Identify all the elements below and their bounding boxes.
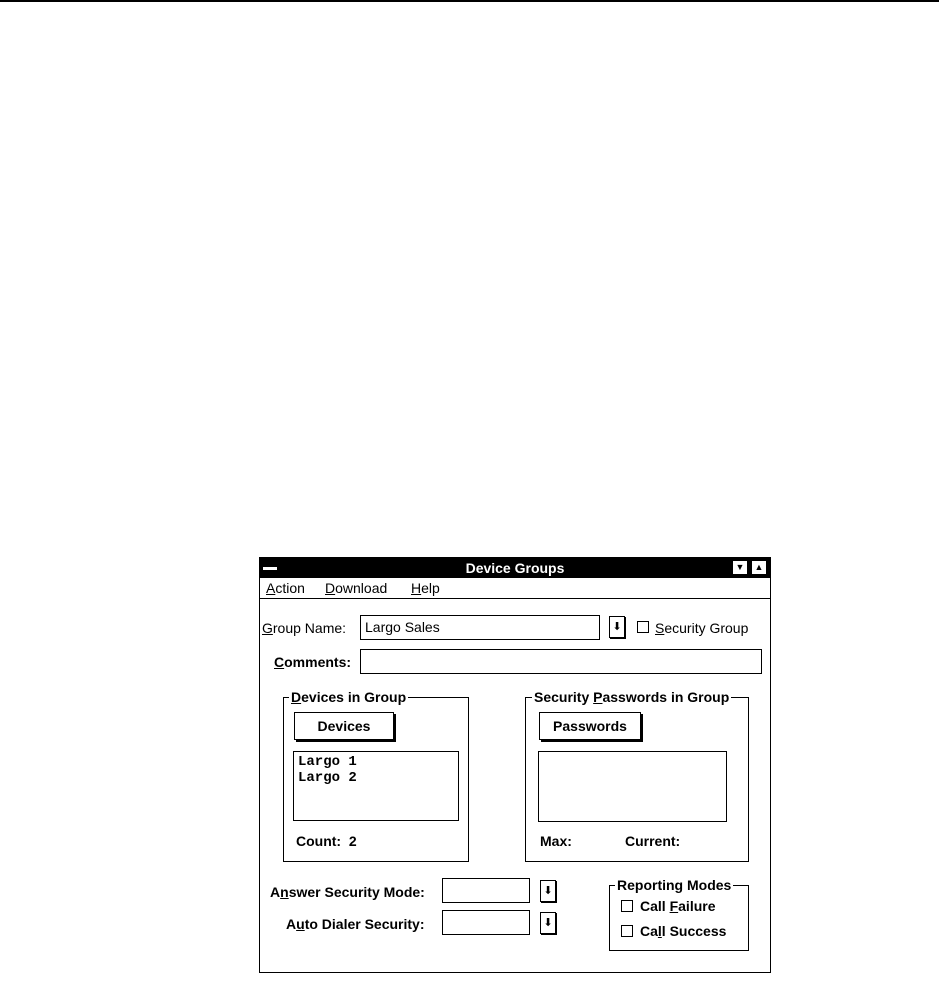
dropdown-arrow-icon: ⬇ (543, 885, 553, 897)
comments-label: Comments: (274, 654, 352, 670)
top-rule (0, 0, 939, 2)
passwords-button[interactable]: Passwords (539, 712, 641, 740)
max-label: Max: (540, 833, 572, 849)
security-group-checkbox[interactable] (637, 621, 649, 633)
menu-download[interactable]: Download (325, 580, 388, 596)
maximize-button[interactable] (751, 560, 767, 575)
call-success-checkbox[interactable] (621, 925, 633, 937)
title-bar (260, 558, 770, 578)
reporting-modes-box (609, 877, 749, 951)
group-name-dropdown-button[interactable] (609, 616, 625, 638)
reporting-modes-title: Reporting Modes (617, 877, 732, 893)
passwords-listbox[interactable] (538, 751, 727, 822)
devices-group-title: Devices in Group (291, 689, 407, 705)
answer-security-dropdown-button[interactable] (540, 880, 556, 902)
answer-security-mode-label: Answer Security Mode: (270, 884, 425, 900)
devices-button[interactable]: Devices (294, 712, 394, 740)
call-success-label: Call Success (640, 923, 727, 939)
arrow-down-icon: ▼ (735, 562, 745, 572)
answer-security-mode-input[interactable] (442, 878, 530, 903)
call-failure-checkbox[interactable] (621, 900, 633, 912)
devices-listbox[interactable] (293, 751, 459, 821)
auto-dialer-dropdown-button[interactable] (540, 912, 556, 934)
window-title: Device Groups (465, 560, 565, 576)
count-value: 2 (348, 833, 357, 849)
auto-dialer-security-input[interactable] (442, 910, 530, 935)
current-label: Current: (625, 833, 681, 849)
device-groups-window (259, 557, 771, 973)
list-item[interactable]: Largo 2 (298, 770, 357, 786)
arrow-up-icon: ▲ (754, 562, 764, 572)
menu-action[interactable]: Action (266, 580, 305, 596)
dropdown-arrow-icon: ⬇ (612, 621, 622, 633)
list-item[interactable]: Largo 1 (298, 754, 357, 770)
count-label: Count: 2 (296, 833, 357, 849)
security-group-label: Security Group (655, 620, 749, 636)
devices-in-group-box (283, 689, 469, 862)
comments-input[interactable] (360, 649, 762, 674)
menu-help[interactable]: Help (411, 580, 440, 596)
menu-bar (260, 578, 770, 599)
auto-dialer-security-label: Auto Dialer Security: (286, 916, 425, 932)
minimize-button[interactable] (732, 560, 748, 575)
group-name-combo-input[interactable]: Largo Sales (360, 615, 600, 640)
dropdown-arrow-icon: ⬇ (543, 917, 553, 929)
passwords-in-group-box (525, 689, 749, 862)
call-failure-label: Call Failure (640, 898, 716, 914)
passwords-group-title: Security Passwords in Group (534, 689, 730, 705)
group-name-label: Group Name: (262, 620, 347, 636)
